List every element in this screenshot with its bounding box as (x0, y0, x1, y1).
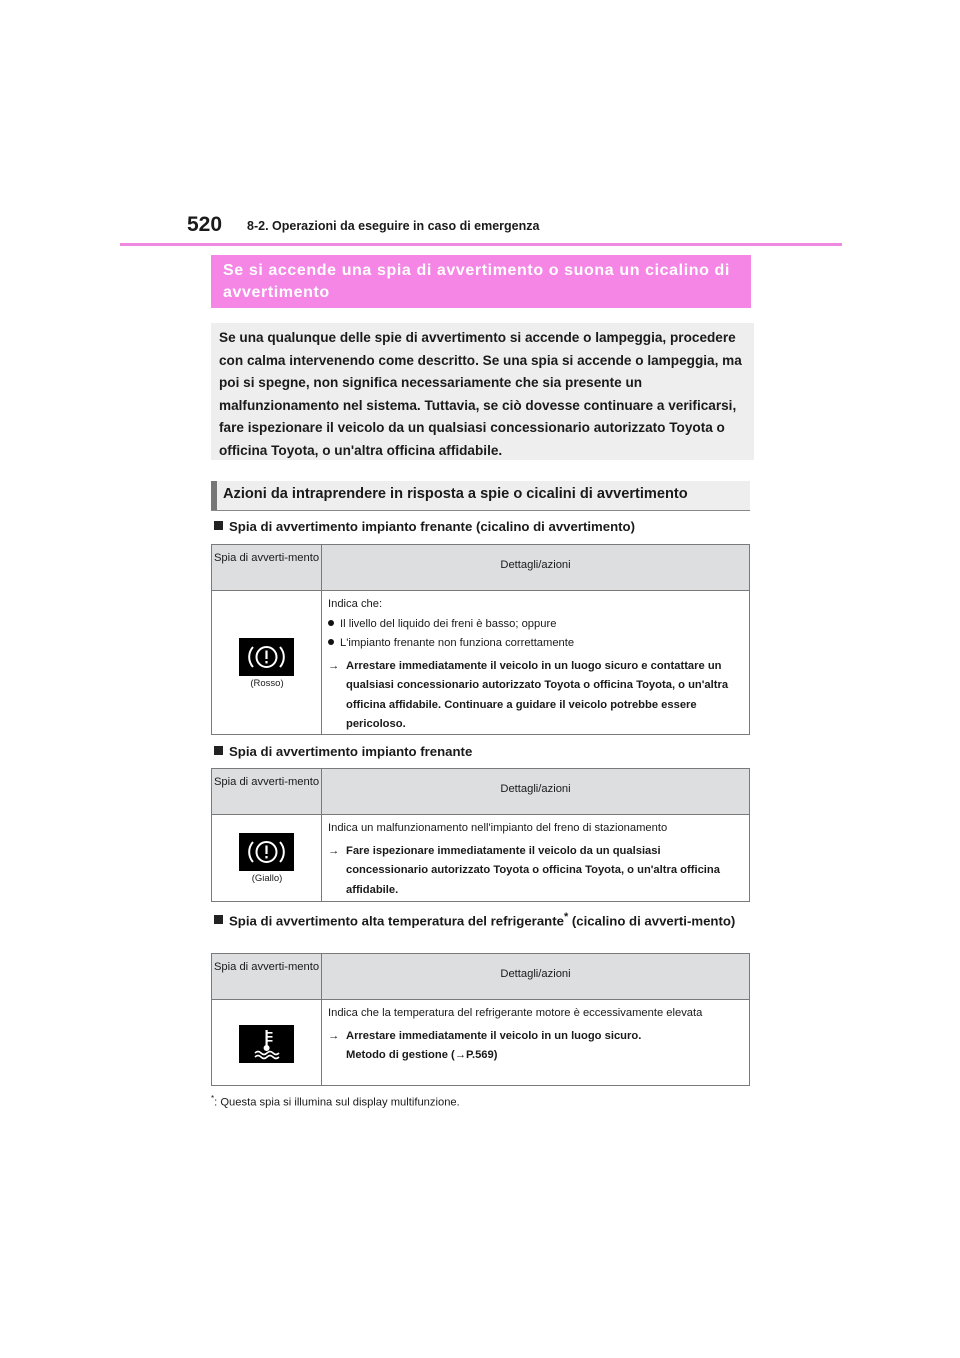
details-intro: Indica un malfunzionamento nell'impianto del freno di stazionamento (328, 822, 668, 834)
arrow-icon: → (454, 1049, 466, 1061)
subsection-heading (214, 517, 635, 536)
table-row (212, 815, 749, 902)
section-heading-rule (211, 510, 750, 511)
subsection-heading-tail: (cicalino di avverti-mento) (568, 913, 736, 929)
square-bullet-icon (214, 915, 223, 924)
table-header-light: Spia di avverti-mento (212, 954, 322, 999)
action-line: Metodo di gestione ( (346, 1049, 455, 1061)
subsection-heading-text: Spia di avvertimento alta temperatura del refrigerante (229, 913, 564, 929)
table-header-details: Dettagli/azioni (500, 559, 571, 571)
table-header-details: Dettagli/azioni (500, 783, 571, 795)
square-bullet-icon (214, 746, 223, 755)
subsection-heading (214, 908, 750, 930)
table-cell-light (212, 815, 322, 902)
brake-warning-icon (239, 638, 294, 676)
bullet-icon (328, 620, 334, 626)
warning-table (211, 544, 750, 735)
arrow-icon: → (328, 844, 340, 857)
square-bullet-icon (214, 521, 223, 530)
action-text: Arrestare immediatamente il veicolo in un luogo sicuro e contattare un qualsiasi concessionario autorizzato Toyota o officina Toyota, o un'altra officina affidabile. Continuare a guidare il veicolo potrebbe essere pericoloso. (346, 659, 729, 730)
intro-text: Se una qualunque delle spie di avvertimento si accende o lampeggia, procedere con calma intervenendo come descritto. Se una spia si accende o lampeggia, ma poi si spegne, non significa necessariamente che sia presente un malfunzionamento nel sistema. Tuttavia, se ciò dovesse continuare a verificarsi, fare ispezionare il veicolo da un qualsiasi concessionario autorizzato Toyota o officina Toyota, o un'altra officina affidabile. (219, 330, 742, 458)
warning-table (211, 768, 750, 902)
table-header-row (212, 545, 749, 591)
footnote-mark: * (211, 1094, 215, 1103)
table-header-row (212, 954, 749, 1000)
action-close: ) (493, 1049, 498, 1061)
table-header-row (212, 769, 749, 815)
action-item (328, 1027, 744, 1066)
table-header-light: Spia di avverti-mento (212, 545, 322, 590)
table-row (212, 591, 749, 735)
list-item (328, 615, 744, 635)
table-cell-light (212, 591, 322, 735)
section-heading-accent (211, 481, 217, 511)
warning-table (211, 953, 750, 1086)
arrow-icon: → (328, 659, 340, 672)
subsection-heading (214, 742, 472, 761)
table-row (212, 1000, 749, 1086)
chapter-banner-title: Se si accende una spia di avvertimento o suona un cicalino di avvertimento (223, 262, 730, 301)
footnote-text: : Questa spia si illumina sul display multifunzione. (214, 1096, 460, 1109)
table-cell-details (322, 815, 749, 902)
list-item (328, 634, 744, 654)
table-cell-light (212, 1000, 322, 1086)
list-item-text: L'impianto frenante non funziona correttamente (340, 637, 575, 649)
table-header-light: Spia di avverti-mento (212, 769, 322, 814)
icon-caption: (Rosso) (250, 678, 284, 689)
section-title: Azioni da intraprendere in risposta a spie o cicalini di avvertimento (223, 486, 688, 502)
list-item-text: Il livello del liquido dei freni è basso; oppure (340, 617, 557, 630)
action-text (346, 1027, 641, 1066)
action-item (328, 842, 744, 901)
coolant-temperature-icon (239, 1025, 294, 1063)
subsection-heading-text: Spia di avvertimento impianto frenante (cicalino di avvertimento) (229, 519, 635, 534)
footnote (211, 1094, 460, 1109)
action-line: Arrestare immediatamente il veicolo in un luogo sicuro. (346, 1029, 642, 1042)
details-intro: Indica che: (328, 598, 383, 610)
page-reference-link[interactable]: P.569 (465, 1049, 494, 1061)
page-number: 520 (187, 213, 223, 236)
subsection-heading-text: Spia di avvertimento impianto frenante (229, 744, 473, 759)
arrow-icon: → (328, 1029, 340, 1042)
table-header-details: Dettagli/azioni (500, 968, 571, 980)
details-intro: Indica che la temperatura del refrigerante motore è eccessivamente elevata (328, 1007, 703, 1019)
header-divider (120, 243, 842, 246)
footnote-mark: * (563, 911, 569, 923)
brake-warning-icon (239, 833, 294, 871)
icon-caption: (Giallo) (251, 873, 283, 884)
bullet-icon (328, 639, 334, 645)
action-item (328, 657, 744, 735)
action-text: Fare ispezionare immediatamente il veicolo da un qualsiasi concessionario autorizzato Toyota o officina Toyota, o un'altra officina affidabile. (346, 844, 720, 896)
table-cell-details (322, 591, 749, 735)
table-cell-details (322, 1000, 749, 1086)
breadcrumb: 8-2. Operazioni da eseguire in caso di emergenza (247, 219, 540, 233)
